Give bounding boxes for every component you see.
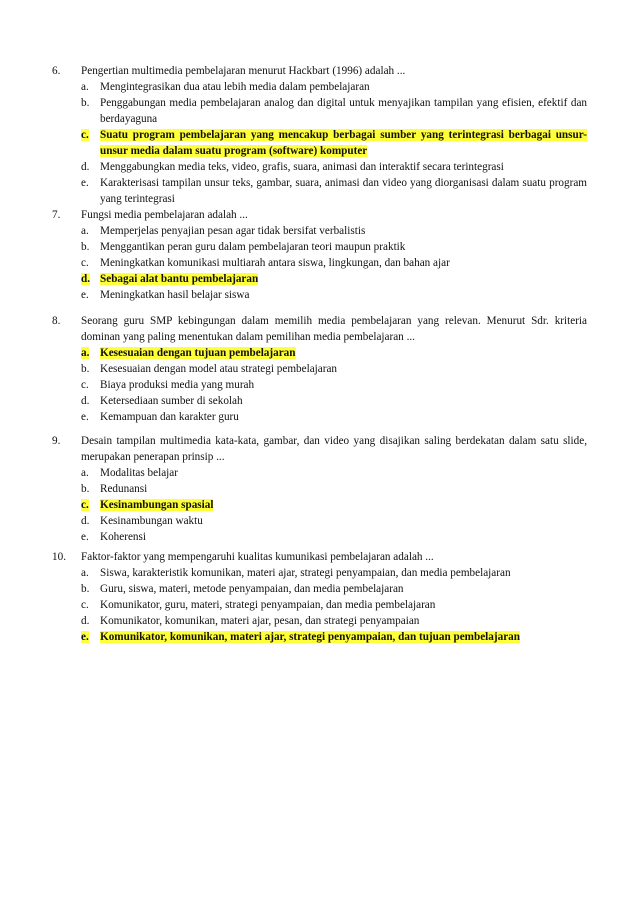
option-text: Kemampuan dan karakter guru [100,411,239,423]
option-text: Siswa, karakteristik komunikan, materi ajar, strategi penyampaian, dan media pembelajaran [100,567,511,579]
option-letter: a. [81,347,90,359]
option-letter: e. [81,177,89,189]
option-letter: b. [81,97,90,109]
option-letter: a. [81,467,89,479]
option-b [52,581,587,597]
option-d [52,513,587,529]
option-text: Suatu program pembelajaran yang mencakup berbagai sumber yang terintegrasi berbagai unsur-unsur media dalam suatu program (software) komputer [100,129,587,157]
question-text: Seorang guru SMP kebingungan dalam memilih media pembelajaran yang relevan. Menurut Sdr. kriteria dominan yang paling menentukan dalam pemilihan media pembelajaran ... [81,315,587,343]
question-number: 9. [52,435,61,447]
option-list [52,79,587,207]
option-text: Guru, siswa, materi, metode penyampaian, dan media pembelajaran [100,583,404,595]
option-text: Penggabungan media pembelajaran analog dan digital untuk menyajikan tampilan yang efisien, efektif dan berdayaguna [100,97,587,125]
option-text: Komunikator, komunikan, materi ajar, strategi penyampaian, dan tujuan pembelajaran [100,631,520,643]
option-text: Meningkatkan komunikasi multiarah antara siswa, lingkungan, dan bahan ajar [100,257,450,269]
option-list [52,565,587,645]
question-9 [52,433,587,545]
question-text: Faktor-faktor yang mempengaruhi kualitas kumunikasi pembelajaran adalah ... [81,551,434,563]
option-e-correct [52,629,587,645]
option-letter: d. [81,515,90,527]
option-a [52,465,587,481]
option-letter: a. [81,81,89,93]
option-c [52,597,587,613]
option-text: Redunansi [100,483,148,495]
option-b [52,239,587,255]
option-text: Kesesuaian dengan model atau strategi pembelajaran [100,363,338,375]
option-letter: b. [81,241,90,253]
option-a-correct [52,345,587,361]
option-text: Mengintegrasikan dua atau lebih media dalam pembelajaran [100,81,370,93]
option-letter: b. [81,583,90,595]
option-text: Kesinambungan waktu [100,515,203,527]
option-list [52,223,587,303]
option-text: Ketersediaan sumber di sekolah [100,395,243,407]
option-text: Komunikator, guru, materi, strategi penyampaian, dan media pembelajaran [100,599,436,611]
option-c [52,255,587,271]
option-letter: d. [81,273,91,285]
question-7 [52,207,587,303]
option-letter: c. [81,499,89,511]
option-text: Modalitas belajar [100,467,178,479]
option-d [52,393,587,409]
option-b [52,361,587,377]
option-letter: d. [81,395,90,407]
option-list [52,345,587,425]
option-a [52,79,587,95]
question-text: Fungsi media pembelajaran adalah ... [81,209,248,221]
option-list [52,465,587,545]
question-6 [52,63,587,207]
option-letter: b. [81,363,90,375]
option-text: Biaya produksi media yang murah [100,379,255,391]
option-letter: a. [81,567,89,579]
option-text: Menggantikan peran guru dalam pembelajaran teori maupun praktik [100,241,406,253]
question-text: Pengertian multimedia pembelajaran menurut Hackbart (1996) adalah ... [81,65,406,77]
option-letter: c. [81,599,89,611]
option-e [52,529,587,545]
option-letter: e. [81,411,89,423]
option-letter: a. [81,225,89,237]
question-number: 10. [52,551,66,563]
option-text: Koherensi [100,531,146,543]
option-text: Memperjelas penyajian pesan agar tidak bersifat verbalistis [100,225,366,237]
option-b [52,481,587,497]
option-letter: c. [81,257,89,269]
question-number: 7. [52,209,61,221]
option-d [52,613,587,629]
option-e [52,175,587,207]
question-number: 6. [52,65,61,77]
option-text: Meningkatkan hasil belajar siswa [100,289,250,301]
option-a [52,565,587,581]
option-letter: b. [81,483,90,495]
option-c-correct [52,127,587,159]
option-text: Komunikator, komunikan, materi ajar, pesan, dan strategi penyampaian [100,615,420,627]
option-letter: e. [81,289,89,301]
option-c [52,377,587,393]
option-c-correct [52,497,587,513]
option-letter: e. [81,631,89,643]
option-d [52,159,587,175]
option-a [52,223,587,239]
option-b [52,95,587,127]
option-text: Menggabungkan media teks, video, grafis, suara, animasi dan interaktif secara terintegrasi [100,161,504,173]
question-number: 8. [52,315,61,327]
option-d-correct [52,271,587,287]
option-text: Karakterisasi tampilan unsur teks, gambar, suara, animasi dan video yang diorganisasi dalam suatu program yang terintegrasi [100,177,587,205]
option-text: Kesinambungan spasial [100,499,214,511]
option-letter: d. [81,615,90,627]
option-letter: c. [81,129,89,141]
question-8 [52,313,587,425]
option-letter: e. [81,531,89,543]
option-letter: c. [81,379,89,391]
option-text: Sebagai alat bantu pembelajaran [100,273,259,285]
option-text: Kesesuaian dengan tujuan pembelajaran [100,347,296,359]
option-e [52,409,587,425]
question-10 [52,549,587,645]
option-letter: d. [81,161,90,173]
option-e [52,287,587,303]
question-text: Desain tampilan multimedia kata-kata, gambar, dan video yang disajikan saling berdekatan dalam satu slide, merupakan penerapan prinsip ... [81,435,587,463]
